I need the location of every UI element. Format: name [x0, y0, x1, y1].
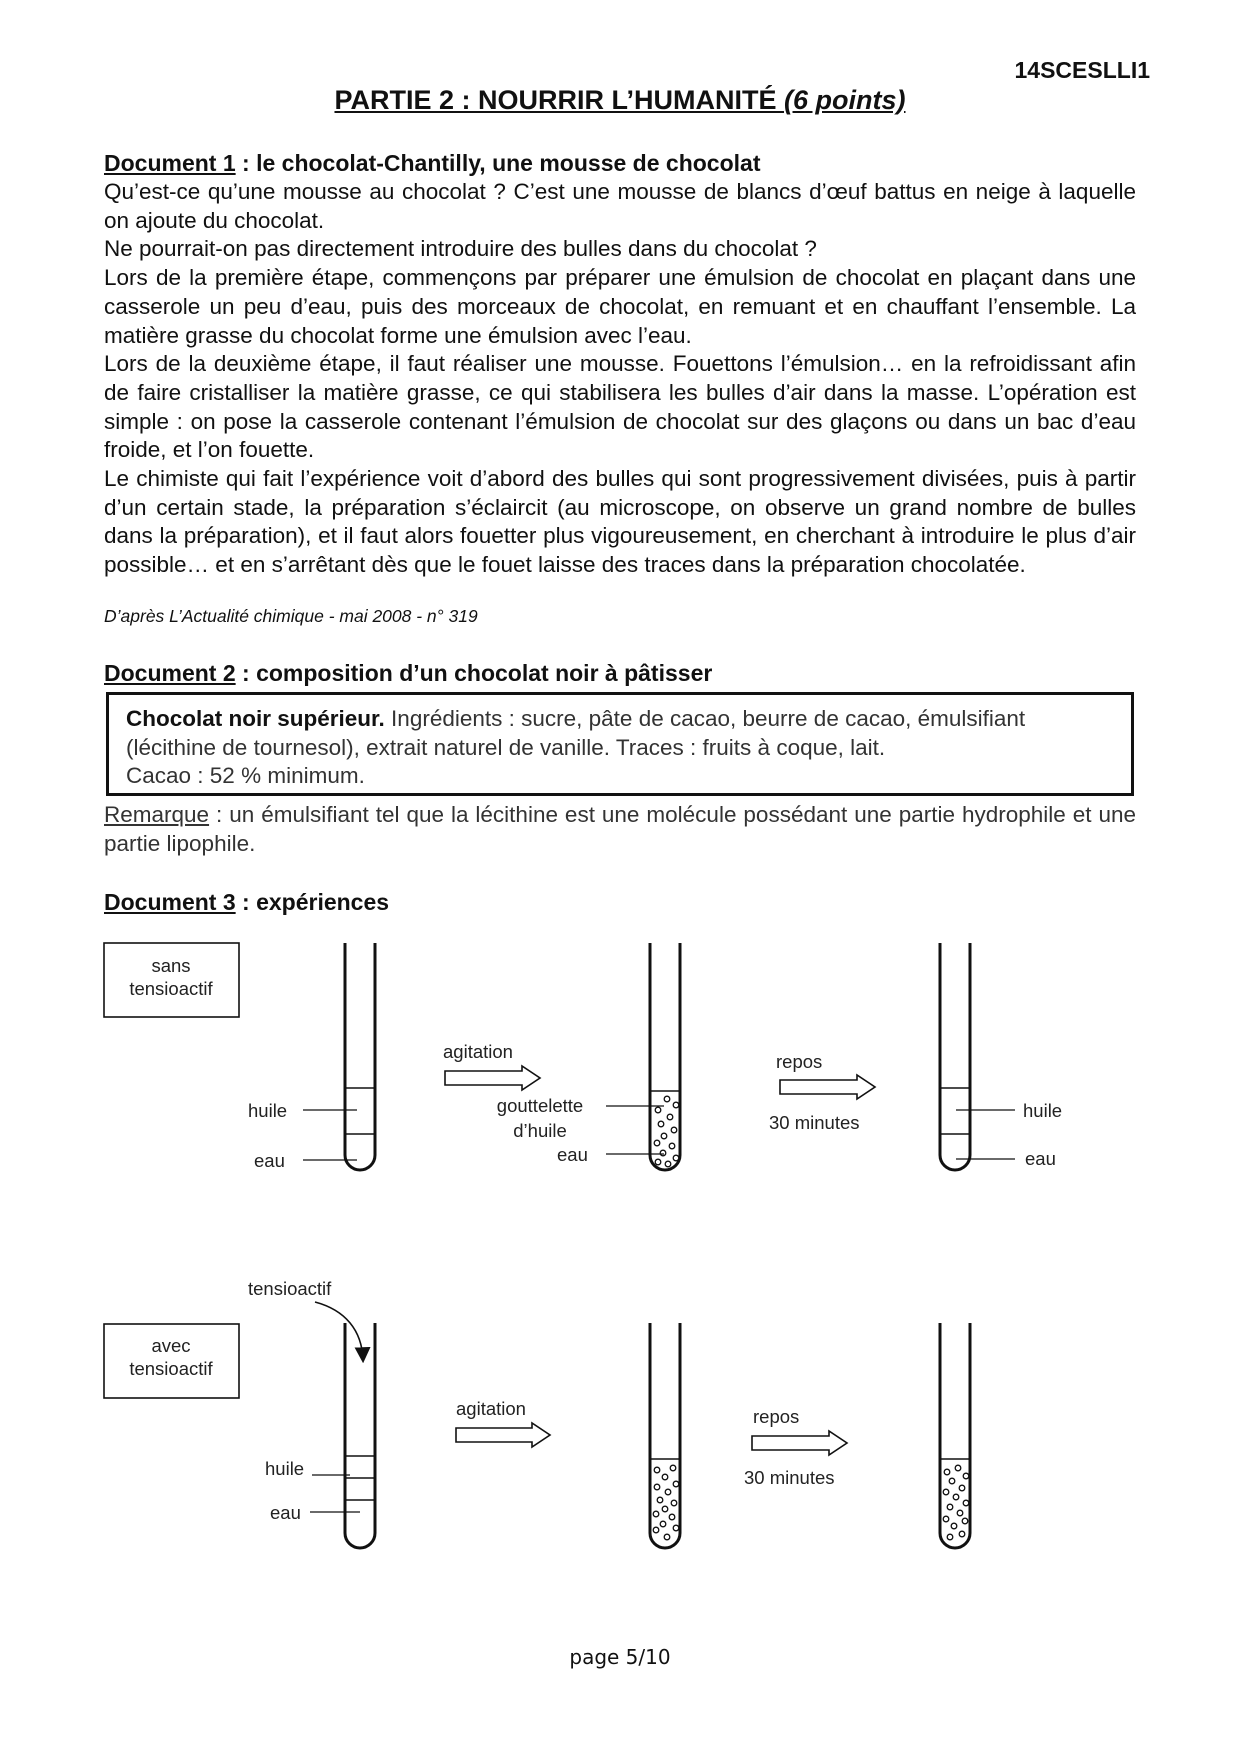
oil-droplets — [654, 1096, 679, 1167]
doc1-heading-label: Document 1 — [104, 150, 236, 176]
condition-sans-line2: tensioactif — [129, 978, 213, 999]
condition-avec-line2: tensioactif — [129, 1358, 213, 1379]
label-eau-2: eau — [557, 1144, 588, 1165]
doc1-paragraph: Qu’est-ce qu’une mousse au chocolat ? C’est une mousse de blancs d’œuf battus en neige à laquelle on ajoute du chocolat. — [104, 179, 1136, 233]
product-name: Chocolat noir supérieur. — [126, 706, 385, 731]
repos-arrow — [780, 1075, 875, 1099]
agitation-arrow-2 — [456, 1423, 550, 1447]
doc1-paragraph: Ne pourrait-on pas directement introduire des bulles dans du chocolat ? — [104, 236, 817, 262]
cacao-content: Cacao : 52 % minimum. — [126, 763, 365, 788]
label-repos-2: repos — [753, 1406, 800, 1427]
remark-text: : un émulsifiant tel que la lécithine est une molécule possédant une partie hydrophile et une partie lipophile. — [104, 802, 1136, 856]
label-eau: eau — [254, 1150, 285, 1171]
stable-droplets — [943, 1465, 969, 1540]
label-agitation: agitation — [443, 1041, 513, 1062]
title-main: PARTIE 2 : NOURRIR L’HUMANITÉ — [334, 85, 784, 115]
label-eau-2b: eau — [270, 1502, 301, 1523]
doc1-paragraph: Lors de la deuxième étape, il faut réaliser une mousse. Fouettons l’émulsion… en la refroidissant afin de faire cristalliser la matière grasse, ce qui stabilisera les bulles d’air dans la masse. L’opération est simple : on pose la casserole contenant l’émulsion de chocolat sur des glaçons ou dans un bac d’eau froide, et l’on fouette. — [104, 351, 1136, 463]
label-tensioactif: tensioactif — [248, 1278, 332, 1299]
ingredients-line-2: (lécithine de tournesol), extrait naturel de vanille. Traces : fruits à coque, lait. — [126, 734, 886, 760]
label-huile: huile — [248, 1100, 288, 1121]
label-huile-right: huile — [1023, 1100, 1063, 1121]
remark-label: Remarque — [104, 802, 210, 827]
doc1-paragraph: Lors de la première étape, commençons par préparer une émulsion de chocolat en plaçant dans une casserole un peu d’eau, puis des morceaux de chocolat, en remuant et en chauffant l’ensemble. La matière grasse du chocolat forme une émulsion avec l’eau. — [104, 265, 1136, 348]
emulsion-droplets — [653, 1465, 679, 1540]
label-duration: 30 minutes — [769, 1112, 860, 1133]
label-repos: repos — [776, 1051, 823, 1072]
label-huile-2: huile — [265, 1458, 305, 1479]
doc1-source: D’après L’Actualité chimique - mai 2008 - n° 319 — [104, 606, 478, 626]
test-tube-1 — [345, 943, 375, 1170]
doc3-heading-text: : expériences — [235, 889, 390, 915]
agitation-arrow — [445, 1066, 540, 1090]
condition-sans-line1: sans — [151, 955, 191, 976]
test-tube-6 — [940, 1323, 970, 1548]
title-points: (6 points) — [784, 85, 906, 115]
label-eau-right: eau — [1025, 1148, 1056, 1169]
label-gouttelette-1: gouttelette — [496, 1095, 584, 1116]
document-code: 14SCESLLI1 — [1014, 57, 1150, 83]
doc3-heading-label: Document 3 — [104, 889, 236, 915]
tensioactif-curved-arrow — [315, 1302, 363, 1360]
doc1-paragraph: Le chimiste qui fait l’expérience voit d’abord des bulles qui sont progressivement divisées, puis à partir d’un certain stade, la préparation s’éclaircit (au microscope, on observe un grand nombre de bulles dans la préparation), et il faut alors fouetter plus vigoureusement, en cherchant à introduire le plus d’air possible… et en s’arrêtant dès que le fouet laisse des traces dans la préparation chocolatée. — [104, 466, 1136, 578]
label-gouttelette-2: d’huile — [513, 1120, 567, 1141]
doc2-heading-label: Document 2 — [104, 660, 236, 686]
label-agitation-2: agitation — [456, 1398, 526, 1419]
doc1-heading-text: : le chocolat-Chantilly, une mousse de chocolat — [235, 150, 761, 176]
repos-arrow-2 — [752, 1431, 847, 1455]
ingredients-text: Ingrédients : sucre, pâte de cacao, beurre de cacao, émulsifiant — [384, 706, 1026, 731]
doc2-heading-text: : composition d’un chocolat noir à pâtisser — [235, 660, 713, 686]
label-duration-2: 30 minutes — [744, 1467, 835, 1488]
test-tube-4 — [345, 1323, 375, 1548]
page-number: page 5/10 — [569, 1645, 671, 1669]
condition-avec-line1: avec — [151, 1335, 191, 1356]
test-tube-3 — [940, 943, 970, 1170]
